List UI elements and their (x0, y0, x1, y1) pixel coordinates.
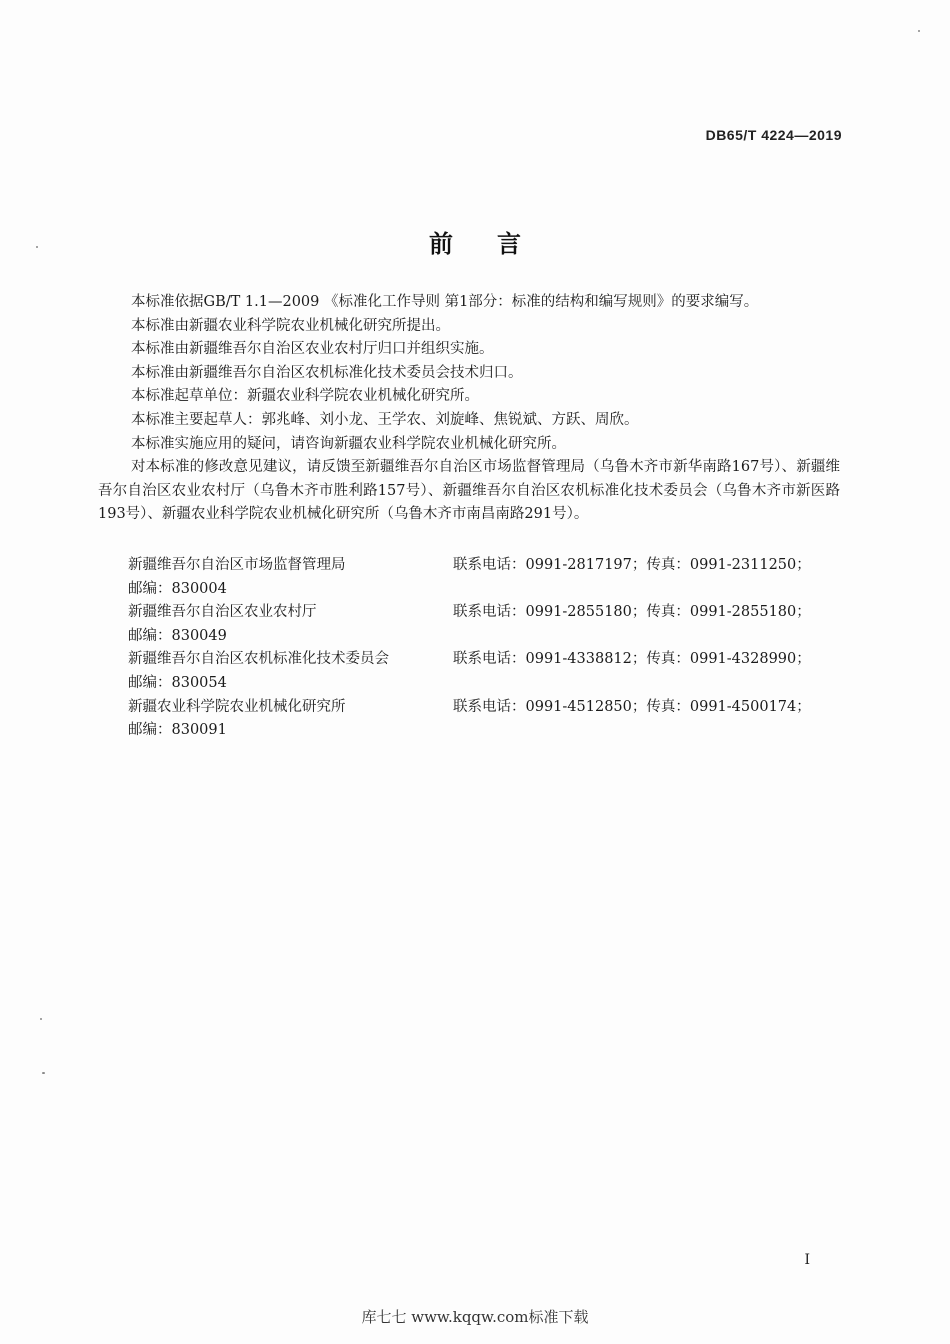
contact-entry (128, 554, 828, 601)
contact-phone-fax: 联系电话：0991-2817197；传真：0991-2311250； (453, 557, 811, 573)
footer-watermark: 库七七 www.kqqw.com标准下载 (361, 1308, 589, 1326)
contact-phone-fax: 联系电话：0991-4512850；传真：0991-4500174； (453, 698, 811, 715)
scan-speck (918, 30, 920, 32)
contact-org: 新疆维吾尔自治区市场监督管理局 (128, 557, 346, 573)
paragraph-basis: 本标准依据GB/T 1.1—2009 《标准化工作导则 第1部分：标准的结构和编写规则》的要求编写。 (131, 294, 759, 310)
contact-entry (128, 648, 828, 695)
paragraph-implementer: 本标准由新疆维吾尔自治区农业农村厅归口并组织实施。 (131, 341, 494, 358)
contact-entry (128, 696, 828, 743)
contact-phone-fax: 联系电话：0991-2855180；传真：0991-2855180； (453, 604, 811, 621)
standard-code: DB65/T 4224—2019 (705, 127, 842, 143)
scan-speck (42, 1072, 45, 1074)
scan-speck (36, 246, 38, 248)
contact-postcode: 邮编：830054 (128, 674, 227, 691)
paragraph-inquiries: 本标准实施应用的疑问，请咨询新疆农业科学院农业机械化研究所。 (131, 435, 566, 452)
contact-postcode: 邮编：830049 (128, 627, 227, 644)
contact-postcode: 邮编：830004 (128, 580, 227, 597)
paragraph-committee: 本标准由新疆维吾尔自治区农机标准化技术委员会技术归口。 (131, 364, 523, 381)
page-title: 前言 (429, 230, 565, 258)
paragraph-feedback: 对本标准的修改意见建议，请反馈至新疆维吾尔自治区市场监督管理局（乌鲁木齐市新华南路167号）、新疆维吾尔自治区农业农村厅（乌鲁木齐市胜利路157号）、新疆维吾尔自治区农机标准化技术委员会（乌鲁木齐市新医路193号）、新疆农业科学院农业机械化研究所（乌鲁木齐市南昌南路291号）。 (98, 459, 840, 523)
contact-postcode: 邮编：830091 (128, 722, 227, 739)
contact-org: 新疆农业科学院农业机械化研究所 (128, 698, 346, 715)
foreword-body (98, 291, 840, 527)
contact-entry (128, 601, 828, 648)
scan-speck (40, 1018, 42, 1020)
contact-org: 新疆维吾尔自治区农机标准化技术委员会 (128, 651, 389, 668)
contact-phone-fax: 联系电话：0991-4338812；传真：0991-4328990； (453, 651, 811, 668)
contact-org: 新疆维吾尔自治区农业农村厅 (128, 604, 317, 621)
paragraph-drafters: 本标准主要起草人：郭兆峰、刘小龙、王学农、刘旋峰、焦锐斌、方跃、周欣。 (131, 411, 639, 428)
contact-list (128, 554, 828, 743)
paragraph-drafting-unit: 本标准起草单位：新疆农业科学院农业机械化研究所。 (131, 388, 479, 405)
paragraph-proposer: 本标准由新疆农业科学院农业机械化研究所提出。 (131, 317, 450, 334)
page-number: I (804, 1252, 810, 1268)
